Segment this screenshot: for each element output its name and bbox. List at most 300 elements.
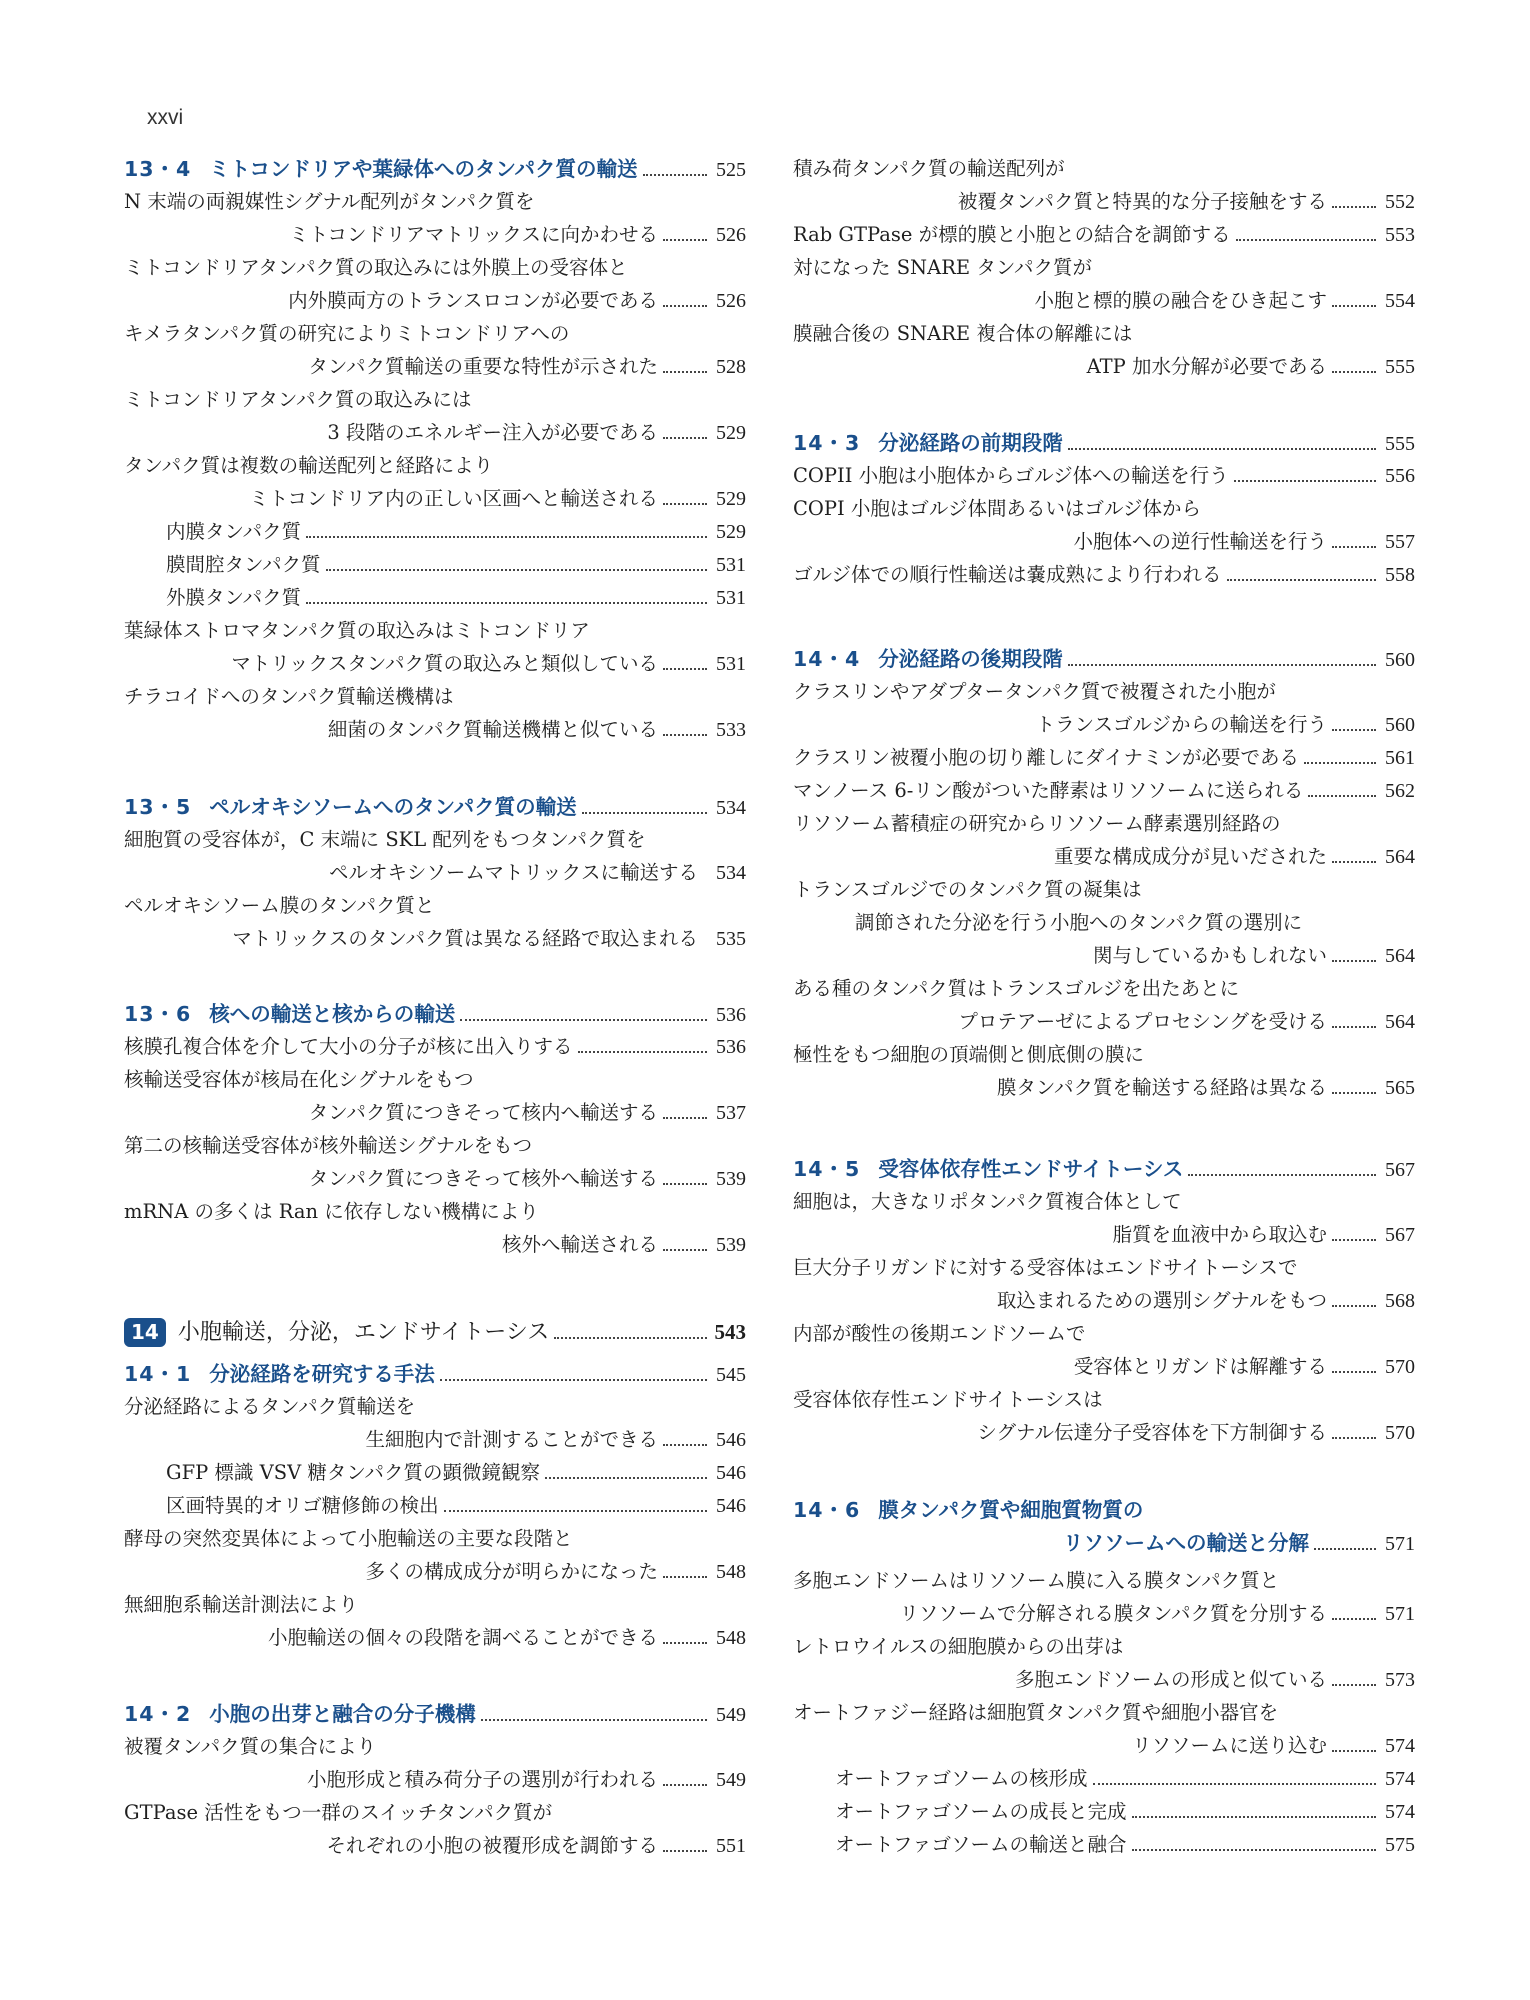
page-number: 571 <box>1385 1533 1415 1555</box>
leader-dots <box>1332 960 1376 962</box>
leader-dots <box>663 1576 707 1578</box>
entry-text: 取込まれるための選別シグナルをもつ <box>996 1289 1327 1312</box>
leader-dots <box>1132 1816 1376 1818</box>
entry-text: タンパク質につきそって核内へ輸送する <box>308 1101 658 1124</box>
subentry-line <box>124 1460 746 1486</box>
leader-dots <box>1332 1437 1376 1439</box>
subentry-line <box>124 585 746 611</box>
entry-text: プロテアーゼによるプロセシングを受ける <box>958 1010 1327 1033</box>
page-number: 528 <box>716 356 746 378</box>
entry-text: リソソームに送り込む <box>1131 1734 1327 1757</box>
entry-line <box>793 1634 1415 1660</box>
entry-line-cont <box>793 288 1415 314</box>
page-number: 546 <box>716 1462 746 1484</box>
entry-text: 葉緑体ストロマタンパク質の取込みはミトコンドリア <box>124 619 590 642</box>
entry-line-cont <box>793 1601 1415 1627</box>
page-number: 558 <box>1385 564 1415 586</box>
entry-text: N 末端の両親媒性シグナル配列がタンパク質を <box>124 190 535 213</box>
page-number: 539 <box>716 1234 746 1256</box>
entry-text: オートファゴソームの輸送と融合 <box>835 1833 1127 1856</box>
section-number: 14・3 <box>793 431 861 455</box>
entry-text: ミトコンドリアタンパク質の取込みには <box>124 388 472 411</box>
leader-dots <box>663 1117 707 1119</box>
leader-dots <box>663 1249 707 1251</box>
section-heading <box>793 430 1415 457</box>
section-heading <box>124 1361 746 1388</box>
entry-line-cont <box>124 926 746 952</box>
entry-line-cont <box>793 1075 1415 1101</box>
leader-dots <box>306 602 707 604</box>
section-title: 分泌経路の前期段階 <box>878 431 1063 455</box>
leader-dots <box>1227 579 1376 581</box>
entry-text: 小胞形成と積み荷分子の選別が行われる <box>306 1768 658 1791</box>
leader-dots <box>663 1183 707 1185</box>
section-heading <box>124 794 746 821</box>
section-heading <box>793 1497 1415 1523</box>
entry-text: 脂質を血液中から取込む <box>1112 1223 1327 1246</box>
entry-text: 細胞質の受容体が，C 末端に SKL 配列をもつタンパク質を <box>124 828 646 851</box>
entry-text: 小胞輸送の個々の段階を調べることができる <box>267 1626 658 1649</box>
entry-line-cont <box>793 1354 1415 1380</box>
leader-dots <box>1332 206 1376 208</box>
section-heading <box>124 156 746 183</box>
subentry-line <box>793 1832 1415 1858</box>
leader-dots <box>663 371 707 373</box>
entry-line-cont <box>793 189 1415 215</box>
leader-dots <box>444 1510 707 1512</box>
page-number: 548 <box>716 1561 746 1583</box>
leader-dots <box>460 1019 707 1021</box>
entry-text: ミトコンドリアマトリックスに向かわせる <box>289 223 658 246</box>
entry-text: タンパク質輸送の重要な特性が示された <box>308 355 658 378</box>
leader-dots <box>1188 1174 1376 1176</box>
entry-line-cont <box>124 860 746 886</box>
page-number: 564 <box>1385 1011 1415 1033</box>
leader-dots <box>1332 729 1376 731</box>
entry-text: ゴルジ体での順行性輸送は嚢成熟により行われる <box>793 563 1222 586</box>
page-number: 567 <box>1385 1224 1415 1246</box>
page-number: 529 <box>716 422 746 444</box>
page-number: 546 <box>716 1429 746 1451</box>
leader-dots <box>663 1850 707 1852</box>
page-number: 549 <box>716 1769 746 1791</box>
page-number: 568 <box>1385 1290 1415 1312</box>
entry-text: 関与しているかもしれない <box>1092 944 1327 967</box>
entry-line <box>793 778 1415 804</box>
section-number: 14・2 <box>124 1702 192 1726</box>
entry-line <box>124 387 746 413</box>
page-number: 575 <box>1385 1834 1415 1856</box>
leader-dots <box>1332 1684 1376 1686</box>
section-number: 14・6 <box>793 1498 861 1522</box>
entry-line <box>124 1133 746 1159</box>
leader-dots <box>663 668 707 670</box>
entry-line <box>793 156 1415 182</box>
entry-line <box>124 827 746 853</box>
entry-text: Rab GTPase が標的膜と小胞との結合を調節する <box>793 223 1231 246</box>
entry-line <box>124 1734 746 1760</box>
entry-line <box>124 321 746 347</box>
entry-line-cont <box>124 717 746 743</box>
entry-text: 多胞エンドソームはリソソーム膜に入る膜タンパク質と <box>793 1569 1280 1592</box>
entry-text: 酵母の突然変異体によって小胞輸送の主要な段階と <box>124 1527 573 1550</box>
leader-dots <box>554 1337 707 1339</box>
entry-line-cont <box>124 1559 746 1585</box>
entry-line <box>124 1800 746 1826</box>
entry-line-cont <box>793 844 1415 870</box>
page-number: 536 <box>716 1036 746 1058</box>
entry-line-cont <box>124 1833 746 1859</box>
page-number: 562 <box>1385 780 1415 802</box>
entry-text: シグナル伝達分子受容体を下方制御する <box>977 1421 1327 1444</box>
entry-text: 調節された分泌を行う小胞へのタンパク質の選別に <box>855 911 1303 934</box>
entry-text: 区画特異的オリゴ糖修飾の検出 <box>166 1494 439 1517</box>
entry-text: 小胞と標的膜の融合をひき起こす <box>1034 289 1327 312</box>
leader-dots <box>1332 305 1376 307</box>
entry-line <box>793 1321 1415 1347</box>
page-number: 571 <box>1385 1603 1415 1625</box>
entry-line <box>793 562 1415 588</box>
entry-line-cont <box>124 1427 746 1453</box>
entry-text: COPI 小胞はゴルジ体間あるいはゴルジ体から <box>793 497 1201 520</box>
entry-text: GTPase 活性をもつ一群のスイッチタンパク質が <box>124 1801 553 1824</box>
entry-line <box>793 1387 1415 1413</box>
entry-text: ミトコンドリアタンパク質の取込みには外膜上の受容体と <box>124 256 628 279</box>
entry-text: トランスゴルジでのタンパク質の凝集は <box>793 878 1142 901</box>
entry-line-cont <box>793 943 1415 969</box>
entry-text: 核輸送受容体が核局在化シグナルをもつ <box>124 1068 474 1091</box>
entry-line-cont <box>793 712 1415 738</box>
entry-text: タンパク質につきそって核外へ輸送する <box>308 1167 658 1190</box>
entry-line-cont <box>124 486 746 512</box>
entry-line <box>793 1042 1415 1068</box>
page-number: 545 <box>716 1364 746 1386</box>
page-number: 531 <box>716 587 746 609</box>
entry-text: オートファゴソームの核形成 <box>835 1767 1088 1790</box>
section-title: 受容体依存性エンドサイトーシス <box>878 1157 1184 1181</box>
entry-line <box>793 1255 1415 1281</box>
leader-dots <box>1332 1371 1376 1373</box>
entry-text: 核外へ輸送される <box>501 1233 658 1256</box>
page-number: 551 <box>716 1835 746 1857</box>
entry-text: 積み荷タンパク質の輸送配列が <box>793 157 1065 180</box>
section-heading <box>793 646 1415 673</box>
section-title-cont: リソソームへの輸送と分解 <box>1063 1531 1309 1555</box>
entry-text: 生細胞内で計測することができる <box>365 1428 658 1451</box>
entry-line-cont <box>793 1222 1415 1248</box>
page-number: 561 <box>1385 747 1415 769</box>
leader-dots <box>1332 1092 1376 1094</box>
page-number: 526 <box>716 290 746 312</box>
entry-text: それぞれの小胞の被覆形成を調節する <box>326 1834 658 1857</box>
section-number: 14・4 <box>793 647 861 671</box>
entry-line <box>124 893 746 919</box>
entry-line <box>793 1568 1415 1594</box>
entry-text: クラスリンやアダプタータンパク質で被覆された小胞が <box>793 680 1276 703</box>
leader-dots <box>306 536 707 538</box>
section-title: 膜タンパク質や細胞質物質の <box>878 1498 1144 1522</box>
subentry-line <box>793 1766 1415 1792</box>
leader-dots <box>481 1719 707 1721</box>
section-number: 14・1 <box>124 1362 192 1386</box>
entry-line-cont <box>124 651 746 677</box>
page-number: 554 <box>1385 290 1415 312</box>
entry-line <box>793 463 1415 489</box>
entry-line <box>793 679 1415 705</box>
leader-dots <box>663 503 707 505</box>
leader-dots <box>663 305 707 307</box>
section-number: 13・5 <box>124 795 192 819</box>
entry-text: 細胞は，大きなリポタンパク質複合体として <box>793 1190 1182 1213</box>
page-number: 526 <box>716 224 746 246</box>
entry-text: 内部が酸性の後期エンドソームで <box>793 1322 1086 1345</box>
entry-text: ミトコンドリア内の正しい区画へと輸送される <box>249 487 658 510</box>
page-number: 567 <box>1385 1159 1415 1181</box>
entry-text: ペルオキシソームマトリックスに輸送する <box>329 861 698 884</box>
leader-dots <box>1332 371 1376 373</box>
entry-text: 極性をもつ細胞の頂端側と側底側の膜に <box>793 1043 1145 1066</box>
entry-line-cont <box>793 1288 1415 1314</box>
leader-dots <box>440 1379 707 1381</box>
entry-line-cont <box>793 529 1415 555</box>
leader-dots <box>1332 861 1376 863</box>
entry-line-cont <box>793 354 1415 380</box>
entry-text: 内外膜両方のトランスロコンが必要である <box>288 289 658 312</box>
entry-text: レトロウイルスの細胞膜からの出芽は <box>793 1635 1124 1658</box>
section-number: 14・5 <box>793 1157 861 1181</box>
page-number: 535 <box>716 928 746 950</box>
entry-line-cont <box>124 288 746 314</box>
page-number: 525 <box>716 159 746 181</box>
entry-text: 分泌経路によるタンパク質輸送を <box>124 1395 416 1418</box>
entry-text: 被覆タンパク質の集合により <box>124 1735 377 1758</box>
page-number: 564 <box>1385 945 1415 967</box>
leader-dots <box>663 437 707 439</box>
page-number: 570 <box>1385 1422 1415 1444</box>
section-title: 核への輸送と核からの輸送 <box>209 1002 456 1026</box>
entry-line <box>793 877 1415 903</box>
page-number: 574 <box>1385 1768 1415 1790</box>
page-number: 549 <box>716 1704 746 1726</box>
entry-line <box>124 1394 746 1420</box>
leader-dots <box>1314 1548 1376 1550</box>
page-number: 543 <box>714 1320 746 1344</box>
page-number: 534 <box>716 797 746 819</box>
entry-line-cont <box>124 354 746 380</box>
entry-text: 受容体依存性エンドサイトーシスは <box>793 1388 1103 1411</box>
entry-text: 受容体とリガンドは解離する <box>1073 1355 1327 1378</box>
entry-text: トランスゴルジからの輸送を行う <box>1035 713 1327 736</box>
entry-text: キメラタンパク質の研究によりミトコンドリアへの <box>124 322 570 345</box>
entry-text: オートファゴソームの成長と完成 <box>835 1800 1127 1823</box>
entry-line <box>124 1592 746 1618</box>
entry-text: オートファジー経路は細胞質タンパク質や細胞小器官を <box>793 1701 1279 1724</box>
leader-dots <box>1332 1239 1376 1241</box>
entry-text: ATP 加水分解が必要である <box>1086 355 1327 378</box>
entry-line <box>793 910 1415 936</box>
leader-dots <box>582 812 707 814</box>
entry-line <box>124 1526 746 1552</box>
entry-text: COPII 小胞は小胞体からゴルジ体への輸送を行う <box>793 464 1229 487</box>
chapter-number-badge: 14 <box>124 1318 166 1347</box>
entry-text: マトリックスのタンパク質は異なる経路で取込まれる <box>232 927 698 950</box>
page-folio: xxvi <box>147 106 184 129</box>
page-number: 536 <box>716 1004 746 1026</box>
entry-line <box>793 745 1415 771</box>
entry-text: 膜間腔タンパク質 <box>166 553 321 576</box>
entry-line <box>124 1067 746 1093</box>
page-number: 557 <box>1385 531 1415 553</box>
section-number: 13・6 <box>124 1002 192 1026</box>
entry-line-cont <box>124 1100 746 1126</box>
entry-line <box>124 1034 746 1060</box>
page-number: 529 <box>716 488 746 510</box>
leader-dots <box>1304 762 1376 764</box>
entry-text: 対になった SNARE タンパク質が <box>793 256 1092 279</box>
entry-text: 膜融合後の SNARE 複合体の解離には <box>793 322 1133 345</box>
page-number: 552 <box>1385 191 1415 213</box>
entry-text: 内膜タンパク質 <box>166 520 302 543</box>
entry-text: 膜タンパク質を輸送する経路は異なる <box>996 1076 1327 1099</box>
chapter-heading <box>124 1318 746 1347</box>
entry-text: 巨大分子リガンドに対する受容体はエンドサイトーシスで <box>793 1256 1298 1279</box>
entry-text: 小胞体への逆行性輸送を行う <box>1073 530 1327 553</box>
page-number: 560 <box>1385 714 1415 736</box>
page-number: 574 <box>1385 1801 1415 1823</box>
leader-dots <box>1308 795 1376 797</box>
page-number: 539 <box>716 1168 746 1190</box>
entry-text: 多くの構成成分が明らかになった <box>365 1560 658 1583</box>
leader-dots <box>1132 1849 1376 1851</box>
leader-dots <box>326 569 707 571</box>
leader-dots <box>1332 1026 1376 1028</box>
entry-text: 核膜孔複合体を介して大小の分子が核に出入りする <box>124 1035 573 1058</box>
leader-dots <box>1332 1618 1376 1620</box>
leader-dots <box>1068 664 1376 666</box>
leader-dots <box>1332 1305 1376 1307</box>
entry-line-cont <box>793 1667 1415 1693</box>
entry-text: 被覆タンパク質と特異的な分子接触をする <box>957 190 1327 213</box>
leader-dots <box>663 1444 707 1446</box>
entry-line <box>793 496 1415 522</box>
leader-dots <box>578 1051 707 1053</box>
entry-text: マンノース 6-リン酸がついた酵素はリソソームに送られる <box>793 779 1304 802</box>
entry-line <box>124 684 746 710</box>
entry-line <box>793 976 1415 1002</box>
entry-text: 3 段階のエネルギー注入が必要である <box>327 421 658 444</box>
entry-text: 第二の核輸送受容体が核外輸送シグナルをもつ <box>124 1134 533 1157</box>
entry-line-cont <box>793 1733 1415 1759</box>
leader-dots <box>663 1784 707 1786</box>
section-heading-cont <box>793 1530 1415 1557</box>
chapter-title: 小胞輸送，分泌，エンドサイトーシス <box>177 1320 550 1345</box>
entry-text: チラコイドへのタンパク質輸送機構は <box>124 685 454 708</box>
page-number: 529 <box>716 521 746 543</box>
section-title: ミトコンドリアや葉緑体へのタンパク質の輸送 <box>209 157 638 181</box>
page-number: 555 <box>1385 356 1415 378</box>
page-number: 570 <box>1385 1356 1415 1378</box>
entry-line <box>124 255 746 281</box>
entry-text: GFP 標識 VSV 糖タンパク質の顕微鏡観察 <box>166 1461 540 1484</box>
page-number: 548 <box>716 1627 746 1649</box>
section-title: 分泌経路の後期段階 <box>878 647 1063 671</box>
entry-line <box>124 1199 746 1225</box>
entry-text: ペルオキシソーム膜のタンパク質と <box>124 894 435 917</box>
leader-dots <box>1332 546 1376 548</box>
page-number: 556 <box>1385 465 1415 487</box>
page-number: 531 <box>716 554 746 576</box>
section-heading <box>124 1001 746 1028</box>
page-number: 555 <box>1385 433 1415 455</box>
entry-text: 多胞エンドソームの形成と似ている <box>1014 1668 1327 1691</box>
leader-dots <box>1093 1783 1376 1785</box>
page-number: 564 <box>1385 846 1415 868</box>
page-number: 534 <box>716 862 746 884</box>
entry-text: マトリックスタンパク質の取込みと類似している <box>231 652 658 675</box>
leader-dots <box>1332 1750 1376 1752</box>
page-number: 546 <box>716 1495 746 1517</box>
page-number: 533 <box>716 719 746 741</box>
entry-line-cont <box>793 1009 1415 1035</box>
entry-line-cont <box>793 1420 1415 1446</box>
leader-dots <box>663 239 707 241</box>
subentry-line <box>124 519 746 545</box>
page-number: 553 <box>1385 224 1415 246</box>
entry-line <box>793 1700 1415 1726</box>
entry-line-cont <box>124 1232 746 1258</box>
entry-line <box>793 255 1415 281</box>
leader-dots <box>545 1477 707 1479</box>
section-title: 分泌経路を研究する手法 <box>209 1362 435 1386</box>
section-title: 小胞の出芽と融合の分子機構 <box>209 1702 476 1726</box>
page-number: 574 <box>1385 1735 1415 1757</box>
page-number: 565 <box>1385 1077 1415 1099</box>
page-number: 531 <box>716 653 746 675</box>
entry-text: 細菌のタンパク質輸送機構と似ている <box>327 718 658 741</box>
entry-text: mRNA の多くは Ran に依存しない機構により <box>124 1200 539 1223</box>
entry-line-cont <box>124 1625 746 1651</box>
entry-line <box>793 1189 1415 1215</box>
section-title: ペルオキシソームへのタンパク質の輸送 <box>209 795 577 819</box>
entry-line-cont <box>124 222 746 248</box>
page-number: 573 <box>1385 1669 1415 1691</box>
leader-dots <box>663 734 707 736</box>
entry-line <box>124 453 746 479</box>
page-number: 537 <box>716 1102 746 1124</box>
entry-line <box>124 618 746 644</box>
entry-text: リソソームで分解される膜タンパク質を分別する <box>899 1602 1327 1625</box>
entry-line <box>793 321 1415 347</box>
section-number: 13・4 <box>124 157 192 181</box>
subentry-line <box>124 552 746 578</box>
leader-dots <box>1068 448 1376 450</box>
leader-dots <box>1236 239 1376 241</box>
section-heading <box>124 1701 746 1728</box>
entry-text: タンパク質は複数の輸送配列と経路により <box>124 454 494 477</box>
page-number: 560 <box>1385 649 1415 671</box>
leader-dots <box>663 1642 707 1644</box>
entry-line <box>124 189 746 215</box>
entry-text: リソソーム蓄積症の研究からリソソーム酵素選別経路の <box>793 812 1281 835</box>
entry-text: 外膜タンパク質 <box>166 586 302 609</box>
leader-dots <box>1234 480 1376 482</box>
leader-dots <box>643 174 707 176</box>
entry-text: 無細胞系輸送計測法により <box>124 1593 359 1616</box>
entry-line <box>793 811 1415 837</box>
section-heading <box>793 1156 1415 1183</box>
entry-text: クラスリン被覆小胞の切り離しにダイナミンが必要である <box>793 746 1300 769</box>
entry-line-cont <box>124 1166 746 1192</box>
